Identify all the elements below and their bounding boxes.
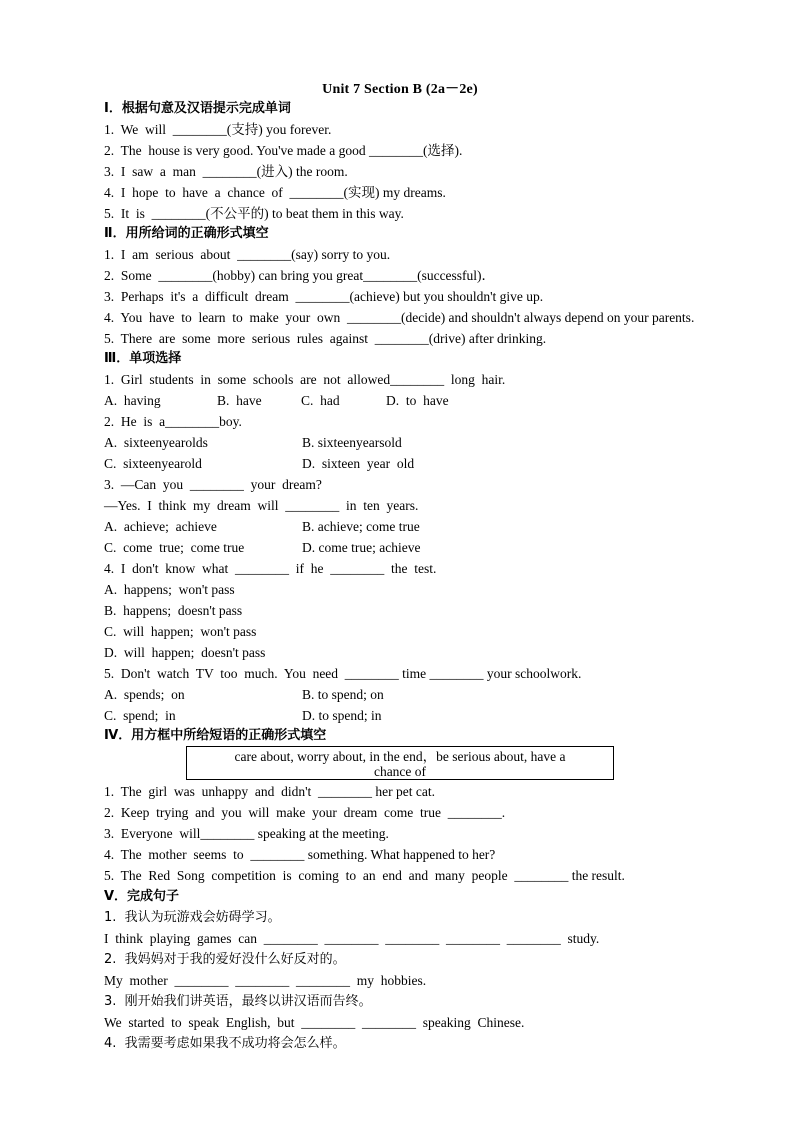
s1-item-2: 2. The house is very good. You've made a good ________(选择). [104, 143, 463, 158]
s3-q4-option-a: A. happens; won't pass [104, 582, 235, 597]
s4-item-1: 1. The girl was unhappy and didn't ________ her pet cat. [104, 784, 435, 799]
s1-item-1: 1. We will ________(支持) you forever. [104, 122, 332, 137]
s2-item-1: 1. I am serious about ________(say) sorry to you. [104, 247, 391, 262]
s5-prompt-3: 3. 刚开始我们讲英语，最终以讲汉语而告终。 [104, 994, 372, 1009]
s3-q5-option-a: A. spends; on [104, 687, 185, 702]
phrase-box-line-2: chance of [373, 764, 427, 779]
s5-prompt-4: 4. 我需要考虑如果我不成功将会怎么样。 [104, 1036, 346, 1051]
page-title: Unit 7 Section B (2a－2e) [322, 82, 478, 97]
s3-q1-option-a: A. having [104, 393, 161, 408]
s1-item-5: 5. It is ________(不公平的) to beat them in this way. [104, 206, 404, 221]
section-5-heading: Ⅴ．完成句子 [104, 889, 180, 904]
phrase-box-line-1: care about, worry about, in the end，be serious about, have a [234, 749, 566, 764]
s4-item-5: 5. The Red Song competition is coming to an end and many people ________ the result. [104, 868, 625, 883]
section-3-heading: Ⅲ．单项选择 [104, 351, 182, 366]
s3-q3-option-a: A. achieve; achieve [104, 519, 217, 534]
s3-q1-option-d: D. to have [386, 393, 449, 408]
s3-q3-option-c: C. come true; come true [104, 540, 245, 555]
s3-q4-option-c: C. will happen; won't pass [104, 624, 257, 639]
s3-q5-option-d: D. to spend; in [302, 708, 382, 723]
s4-item-4: 4. The mother seems to ________ something. What happened to her? [104, 847, 496, 862]
s3-question-2: 2. He is a________boy. [104, 414, 242, 429]
s3-question-5: 5. Don't watch TV too much. You need ________ time ________ your schoolwork. [104, 666, 582, 681]
s3-question-3a: 3. —Can you ________ your dream? [104, 477, 322, 492]
s5-sentence-3: We started to speak English, but ________ ________ speaking Chinese. [104, 1015, 525, 1030]
s5-prompt-1: 1. 我认为玩游戏会妨碍学习。 [104, 910, 281, 925]
s3-question-3b: —Yes. I think my dream will ________ in ten years. [104, 498, 419, 513]
s3-q3-option-d: D. come true; achieve [302, 540, 421, 555]
s1-item-4: 4. I hope to have a chance of ________(实现) my dreams. [104, 185, 446, 200]
s3-q3-option-b: B. achieve; come true [302, 519, 420, 534]
phrase-box [186, 746, 614, 780]
s5-prompt-2: 2. 我妈妈对于我的爱好没什么好反对的。 [104, 952, 346, 967]
s3-question-4: 4. I don't know what ________ if he ________ the test. [104, 561, 437, 576]
s3-question-1: 1. Girl students in some schools are not allowed________ long hair. [104, 372, 506, 387]
s3-q2-option-d: D. sixteen year old [302, 456, 415, 471]
s2-item-2: 2. Some ________(hobby) can bring you great________(successful)． [104, 268, 496, 283]
s3-q1-option-b: B. have [217, 393, 262, 408]
s3-q4-option-d: D. will happen; doesn't pass [104, 645, 266, 660]
s2-item-4: 4. You have to learn to make your own ________(decide) and shouldn't always depend on your parents. [104, 310, 695, 325]
s3-q2-option-a: A. sixteenyearolds [104, 435, 208, 450]
s3-q4-option-b: B. happens; doesn't pass [104, 603, 243, 618]
s3-q2-option-c: C. sixteenyearold [104, 456, 202, 471]
s3-q1-option-c: C. had [301, 393, 340, 408]
s3-q5-option-c: C. spend; in [104, 708, 176, 723]
s5-sentence-1: I think playing games can ________ ________ ________ ________ ________ study. [104, 931, 600, 946]
s3-q5-option-b: B. to spend; on [302, 687, 384, 702]
s2-item-5: 5. There are some more serious rules against ________(drive) after drinking. [104, 331, 547, 346]
s2-item-3: 3. Perhaps it's a difficult dream ________(achieve) but you shouldn't give up. [104, 289, 544, 304]
s3-q2-option-b: B. sixteenyearsold [302, 435, 402, 450]
s4-item-2: 2. Keep trying and you will make your dream come true ________. [104, 805, 506, 820]
section-2-heading: Ⅱ．用所给词的正确形式填空 [104, 226, 269, 241]
section-4-heading: Ⅳ．用方框中所给短语的正确形式填空 [104, 728, 327, 743]
s5-sentence-2: My mother ________ ________ ________ my hobbies. [104, 973, 427, 988]
s4-item-3: 3. Everyone will________ speaking at the meeting. [104, 826, 389, 841]
s1-item-3: 3. I saw a man ________(进入) the room. [104, 164, 348, 179]
section-1-heading: Ⅰ．根据句意及汉语提示完成单词 [104, 101, 291, 116]
